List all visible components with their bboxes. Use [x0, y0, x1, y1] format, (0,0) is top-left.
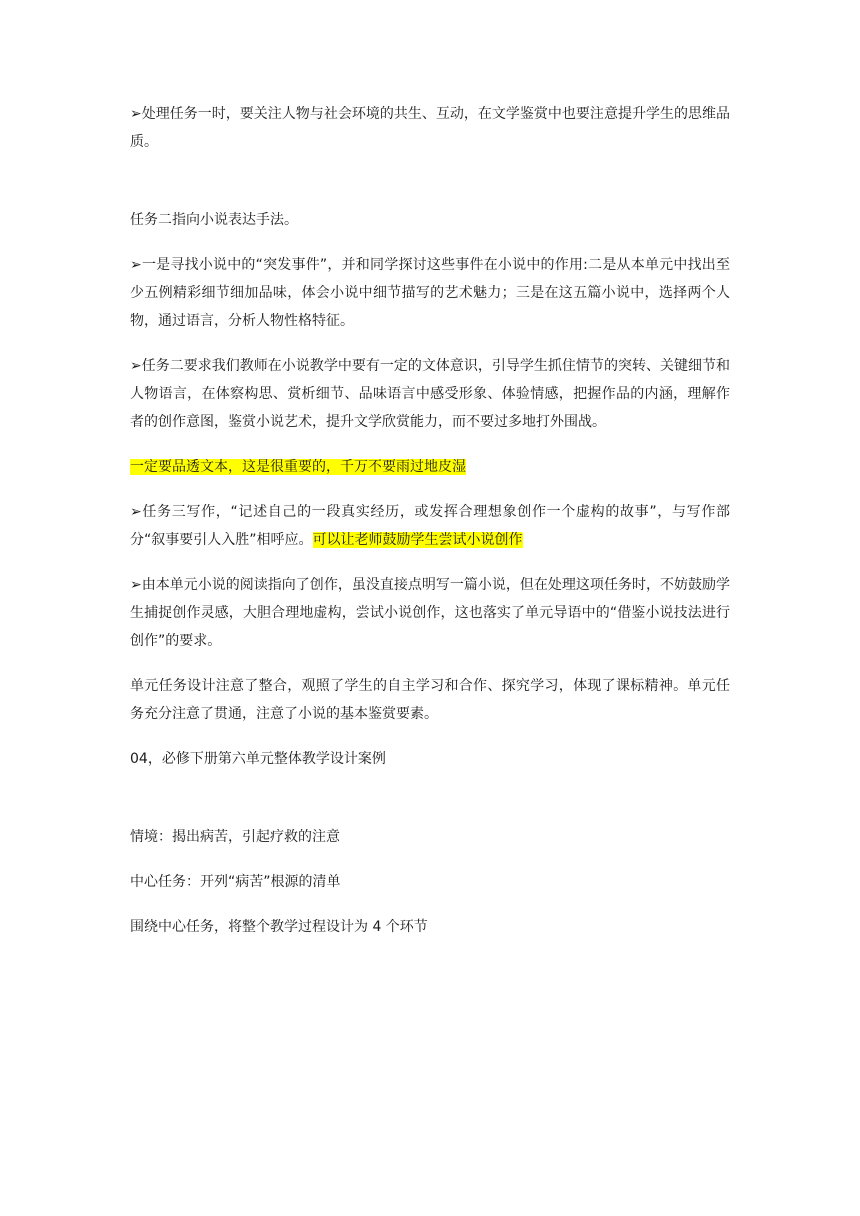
paragraph-text: 情境：揭出病苦，引起疗救的注意 [130, 829, 340, 845]
paragraph-text: 单元任务设计注意了整合，观照了学生的自主学习和合作、探究学习，体现了课标精神。单元任务充分注意了贯通，注意了小说的基本鉴赏要素。 [130, 678, 730, 722]
paragraph-text: ➢任务三写作，“记述自己的一段真实经历，或发挥合理想象创作一个虚构的故事”，与写作部分“叙事要引人入胜”相呼应。 [130, 504, 730, 548]
highlighted-text: 一定要品透文本，这是很重要的，千万不要雨过地皮湿 [130, 459, 466, 475]
paragraph-unit-design [130, 672, 730, 728]
paragraph-text: 04，必修下册第六单元整体教学设计案例 [130, 751, 386, 767]
paragraph-text: 任务二指向小说表达手法。 [130, 212, 298, 228]
paragraph-task1-note [130, 100, 730, 156]
paragraph-task2-content [130, 251, 730, 335]
paragraph-creation-note [130, 571, 730, 655]
paragraph-case-heading [130, 745, 730, 773]
paragraph-task3-writing [130, 498, 730, 554]
paragraph-text: 围绕中心任务，将整个教学过程设计为 4 个环节 [130, 919, 428, 935]
highlighted-text: 可以让老师鼓励学生尝试小说创作 [312, 532, 523, 548]
paragraph-task2-heading [130, 206, 730, 234]
paragraph-process [130, 913, 730, 941]
paragraph-text: 中心任务：开列“病苦”根源的清单 [130, 874, 341, 890]
paragraph-text: ➢任务二要求我们教师在小说教学中要有一定的文体意识，引导学生抓住情节的突转、关键细节和人物语言，在体察构思、赏析细节、品味语言中感受形象、体验情感，把握作品的内涵，理解作者的创作意图，鉴赏小说艺术，提升文学欣赏能力，而不要过多地打外围战。 [130, 358, 730, 430]
document-page [130, 100, 730, 941]
paragraph-text: ➢处理任务一时，要关注人物与社会环境的共生、互动，在文学鉴赏中也要注意提升学生的思维品质。 [130, 106, 730, 150]
paragraph-text: ➢一是寻找小说中的“突发事件”，并和同学探讨这些事件在小说中的作用:二是从本单元中找出至少五例精彩细节细加品味，体会小说中细节描写的艺术魅力；三是在这五篇小说中，选择两个人物，通过语言，分析人物性格特征。 [130, 257, 730, 329]
paragraph-task2-requirement [130, 352, 730, 436]
paragraph-situation [130, 823, 730, 851]
paragraph-text: ➢由本单元小说的阅读指向了创作，虽没直接点明写一篇小说，但在处理这项任务时，不妨鼓励学生捕捉创作灵感，大胆合理地虚构，尝试小说创作，这也落实了单元导语中的“借鉴小说技法进行创作”的要求。 [130, 577, 730, 649]
paragraph-highlight-note [130, 453, 730, 481]
paragraph-central-task [130, 868, 730, 896]
